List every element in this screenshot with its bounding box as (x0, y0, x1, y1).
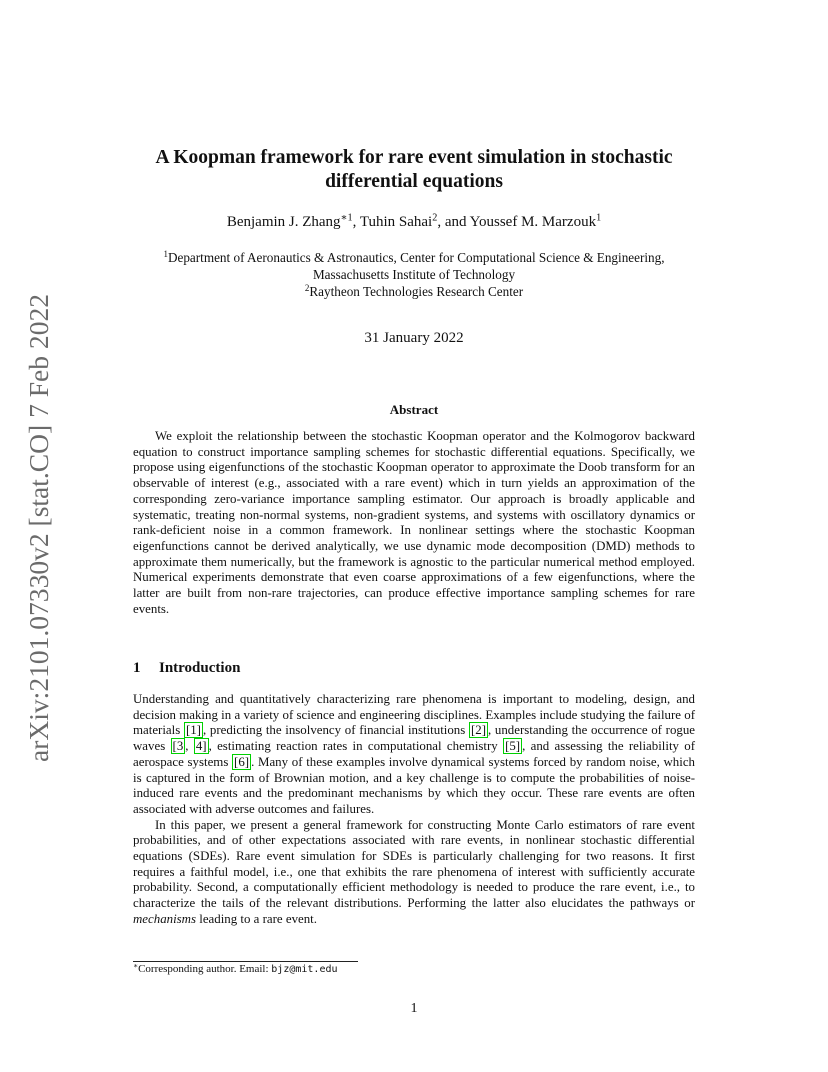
author-affiliation-mark: 2 (432, 212, 438, 224)
author-list (133, 214, 695, 231)
citation-link[interactable]: [6] (234, 754, 250, 769)
intro-paragraph-1 (133, 692, 695, 818)
affiliation-text: Raytheon Technologies Research Center (309, 284, 524, 299)
paragraph-text: , estimating reaction rates in computational chemistry (208, 739, 504, 754)
affiliations (133, 249, 695, 300)
section-number: 1 (133, 660, 141, 676)
introduction-body (133, 692, 695, 928)
footnote-mark: ∗ (133, 960, 139, 970)
footnote (133, 960, 695, 975)
footnote-text: Corresponding author. Email: (138, 963, 272, 975)
citation-link[interactable]: [5] (505, 739, 521, 754)
citation-link[interactable]: [2] (470, 723, 486, 738)
section-heading-introduction (133, 660, 695, 677)
paragraph-text: leading to a rare event. (196, 911, 317, 926)
footnote-email[interactable]: bjz@mit.edu (271, 964, 338, 975)
paper-title (133, 146, 695, 194)
affiliation-1-continued: Massachusetts Institute of Technology (312, 267, 516, 282)
arxiv-stamp-text: arXiv:2101.07330v2 [stat.CO] 7 Feb 2022 (24, 303, 54, 762)
author-name: Youssef M. Marzouk (469, 214, 597, 230)
paper-date: 31 January 2022 (364, 330, 464, 346)
emphasis-text: mechanisms (133, 911, 197, 926)
author-separator: , and (437, 214, 470, 230)
affiliation-mark: 1 (163, 249, 168, 260)
citation-link[interactable]: 4] (195, 739, 207, 754)
author-name: Benjamin J. Zhang (226, 214, 341, 230)
paragraph-text: , understanding the occurrence of rogue waves (133, 723, 696, 754)
author-affiliation-mark: ∗1 (340, 212, 353, 224)
page-number: 1 (410, 1001, 418, 1016)
footnote-rule (133, 961, 358, 962)
affiliation-1 (133, 249, 695, 266)
paragraph-text: , (185, 739, 194, 754)
author-name: Tuhin Sahai (359, 214, 433, 230)
arxiv-stamp-svg (20, 292, 56, 762)
paragraph-text: Understanding and quantitatively characterizing rare phenomena is important to modeling, design, and decision making in a variety of science and engineering disciplines. Examples include studying the failure of materials (133, 692, 695, 738)
citation-link[interactable]: [1] (185, 723, 201, 738)
affiliation-mark: 2 (304, 283, 310, 294)
paragraph-text: . Many of these examples involve dynamical systems forced by random noise, which is captured in the form of Brownian motion, and a key challenge is to compute the probabilities of noise-induced rare events and the predominant mechanisms by which they occur. These rare events are often associated with adverse outcomes and failures. (133, 754, 695, 816)
abstract (133, 429, 695, 617)
author-separator: , (352, 214, 360, 230)
section-title: Introduction (159, 660, 241, 676)
title-line-1: A Koopman framework for rare event simulation in stochastic (155, 147, 673, 168)
abstract-text: We exploit the relationship between the stochastic Koopman operator and the Kolmogorov backward equation to construct importance sampling schemes for stochastic differential equations. Specifically, we propose using eigenfunctions of the stochastic Koopman operator to approximate the Doob transform for an observable of interest (e.g., associated with a rare event) which in turn yields an approximation of the corresponding zero-variance importance sampling estimator. Our approach is broadly applicable and systematic, treating non-normal systems, non-gradient systems, and systems with oscillatory dynamics or rank-deficient noise in a common framework. In nonlinear settings where the stochastic Koopman eigenfunctions cannot be derived analytically, we use dynamic mode decomposition (DMD) methods to approximate them numerically, but the framework is agnostic to the particular numerical method employed. Numerical experiments demonstrate that even coarse approximations of a few eigenfunctions, where the latter are built from non-rare trajectories, can produce effective importance sampling schemes for rare events. (133, 429, 695, 616)
title-line-2: differential equations (325, 171, 503, 192)
affiliation-2 (133, 283, 695, 300)
arxiv-stamp (20, 292, 56, 762)
citation-link[interactable]: [3 (172, 739, 184, 754)
abstract-heading: Abstract (389, 402, 439, 417)
paragraph-text: , and assessing the reliability of aerospace systems (133, 739, 696, 769)
affiliation-text: Department of Aeronautics & Astronautics, Center for Computational Science & Engineering, (167, 250, 665, 265)
paragraph-text: , predicting the insolvency of financial institutions (202, 723, 469, 738)
paragraph-text: In this paper, we present a general framework for constructing Monte Carlo estimators of rare event probabilities, and of other expectations associated with rare events, in nonlinear stochastic differential equations (SDEs). Rare event simulation for SDEs is particularly challenging for two reasons. It first requires a faithful model, i.e., one that exhibits the rare phenomena of interest with sufficiently accurate probability. Second, a computationally efficient methodology is needed to produce the rare event, i.e., to characterize the tails of the relevant distributions. Performing the latter also elucidates the pathways or (133, 817, 695, 911)
intro-paragraph-2 (133, 818, 695, 928)
author-affiliation-mark: 1 (596, 212, 602, 224)
